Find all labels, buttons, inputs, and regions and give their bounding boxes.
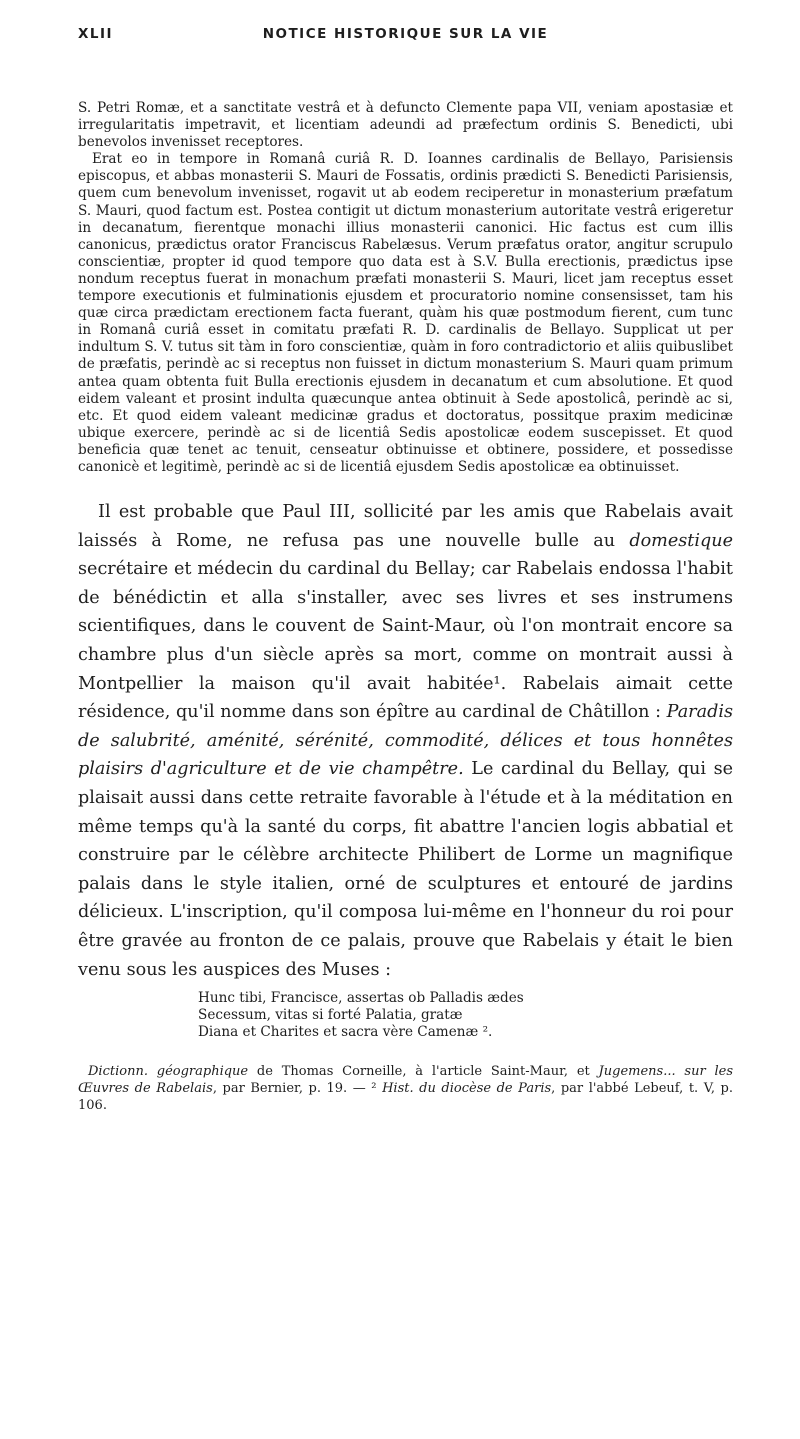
footnote-text: de Thomas Corneille, à l'article Saint-Maur, et <box>248 1064 599 1080</box>
verse-line: Diana et Charites et sacra vère Camenæ ². <box>198 1024 493 1041</box>
body-italic-run: domestique <box>629 530 733 551</box>
body-text-run: Le cardinal du Bellay, qui se plaisait aussi dans cette retraite favorable à l'étude et à la méditation en même temps qu'à la santé du corps, fit abattre l'ancien logis abbatial et construire par le célèbre architecte Philibert de Lorme un magnifique palais dans le style italien, orné de sculptures et entouré de jardins délicieux. L'inscription, qu'il composa lui-même en l'honneur du roi pour être gravée au fronton de ce palais, prouve que Rabelais y était le bien venu sous les auspices des Muses : <box>78 759 734 980</box>
latin-paragraph: S. Petri Romæ, et a sanctitate vestrâ et à defuncto Clemente papa VII, veniam apostasiæ et irregularitatis impetravit, et licentiam adeundi ad præfectum ordinis S. Benedicti, ubi benevolos invenisset receptores. <box>78 100 733 151</box>
body-text-run: Il est probable que Paul III, sollicité par les amis que Rabelais avait laissés à Rome, ne refusa pas une nouvelle bulle au <box>78 502 733 551</box>
body-paragraph <box>78 498 733 984</box>
footnote-italic: Dictionn. géographique <box>88 1064 249 1080</box>
body-italic-quote: Paradis de salubrité, aménité, sérénité, commodité, délices et tous honnêtes plaisirs d'agriculture et de vie champêtre. <box>78 702 733 780</box>
latin-supplication-text <box>78 100 733 476</box>
latin-paragraph: Erat eo in tempore in Romanâ curiâ R. D. Ioannes cardinalis de Bellayo, Parisiensis episcopus, et abbas monasterii S. Mauri de Fossatis, ordinis prædicti S. Benedicti Parisiensis, quem cum benevolum invenisset, rogavit ut ab eodem reciperetur in monasterium præfatum S. Mauri, quod factum est. Postea contigit ut dictum monasterium autoritate vestrâ erigeretur in decanatum, fierentque monachi illius monasterii canonici. Hic factus est cum illis canonicus, prædictus orator Franciscus Rabelæsus. Verum præfatus orator, angitur scrupulo conscientiæ, propter id quod tempore quo data est à S.V. Bulla erectionis, prædictus ipse nondum receptus fuerat in monachum præfati monasterii S. Mauri, licet jam receptus esset tempore executionis et fulminationis ejusdem et procuratorio nomine consensisset, tam his quæ circa prædictam erectionem facta fuerant, quàm his quæ postmodum fierent, cum tunc in Romanâ curiâ esset in comitatu præfati R. D. cardinalis de Bellayo. Supplicat ut per indultum S. V. tutus sit tàm in foro conscientiæ, quàm in foro contradictorio et aliis quibuslibet de præfatis, perindè ac si receptus non fuisset in dictum monasterium S. Mauri quam primum antea quam obtenta fuit Bulla erectionis ejusdem in decanatum et cum absolutione. Et quod eidem valeant et prosint indulta quæcunque antea obtinuit à Sede apostolicâ, perindè ac si, etc. Et quod eidem valeant medicinæ gradus et doctoratus, possitque praxim medicinæ ubique exercere, perindè ac si de licentiâ Sedis apostolicæ eodem suscepisset. Et quod beneficia quæ tenet ac tenuit, censeatur obtinuisse et obtinere, possidere, et possedisse canonicè et legitimè, perindè ac si de licentiâ ejusdem Sedis apostolicæ ea obtinuisset. <box>78 151 733 475</box>
footnote-italic: Jugemens... sur les Œuvres de Rabelais <box>78 1064 733 1097</box>
verse-line: Hunc tibi, Francisce, assertas ob Palladis ædes <box>198 990 524 1007</box>
main-body-text <box>78 498 733 984</box>
running-title: NOTICE HISTORIQUE SUR LA VIE <box>262 26 549 42</box>
verse-line: Secessum, vitas si forté Palatia, gratæ <box>198 1007 463 1024</box>
page-header <box>78 26 733 48</box>
body-text-run: secrétaire et médecin du cardinal du Bellay; car Rabelais endossa l'habit de bénédictin et alla s'installer, avec ses livres et ses instrumens scientifiques, dans le couvent de Saint-Maur, où l'on montrait encore sa chambre plus d'un siècle après sa mort, comme on montrait aussi à Montpellier la maison qu'il avait habitée¹. Rabelais aimait cette résidence, qu'il nomme dans son épître au cardinal de Châtillon : <box>78 559 733 723</box>
book-page <box>78 26 733 1114</box>
latin-inscription-verse <box>198 990 733 1041</box>
footnote <box>78 1063 733 1114</box>
page-number: XLII <box>78 26 114 42</box>
footnotes <box>78 1063 733 1114</box>
footnote-italic: Hist. du diocèse de Paris <box>382 1081 552 1097</box>
footnote-text: , par l'abbé Lebeuf, t. V, p. 106. <box>78 1081 733 1114</box>
footnote-text: , par Bernier, p. 19. — ² <box>212 1081 383 1097</box>
